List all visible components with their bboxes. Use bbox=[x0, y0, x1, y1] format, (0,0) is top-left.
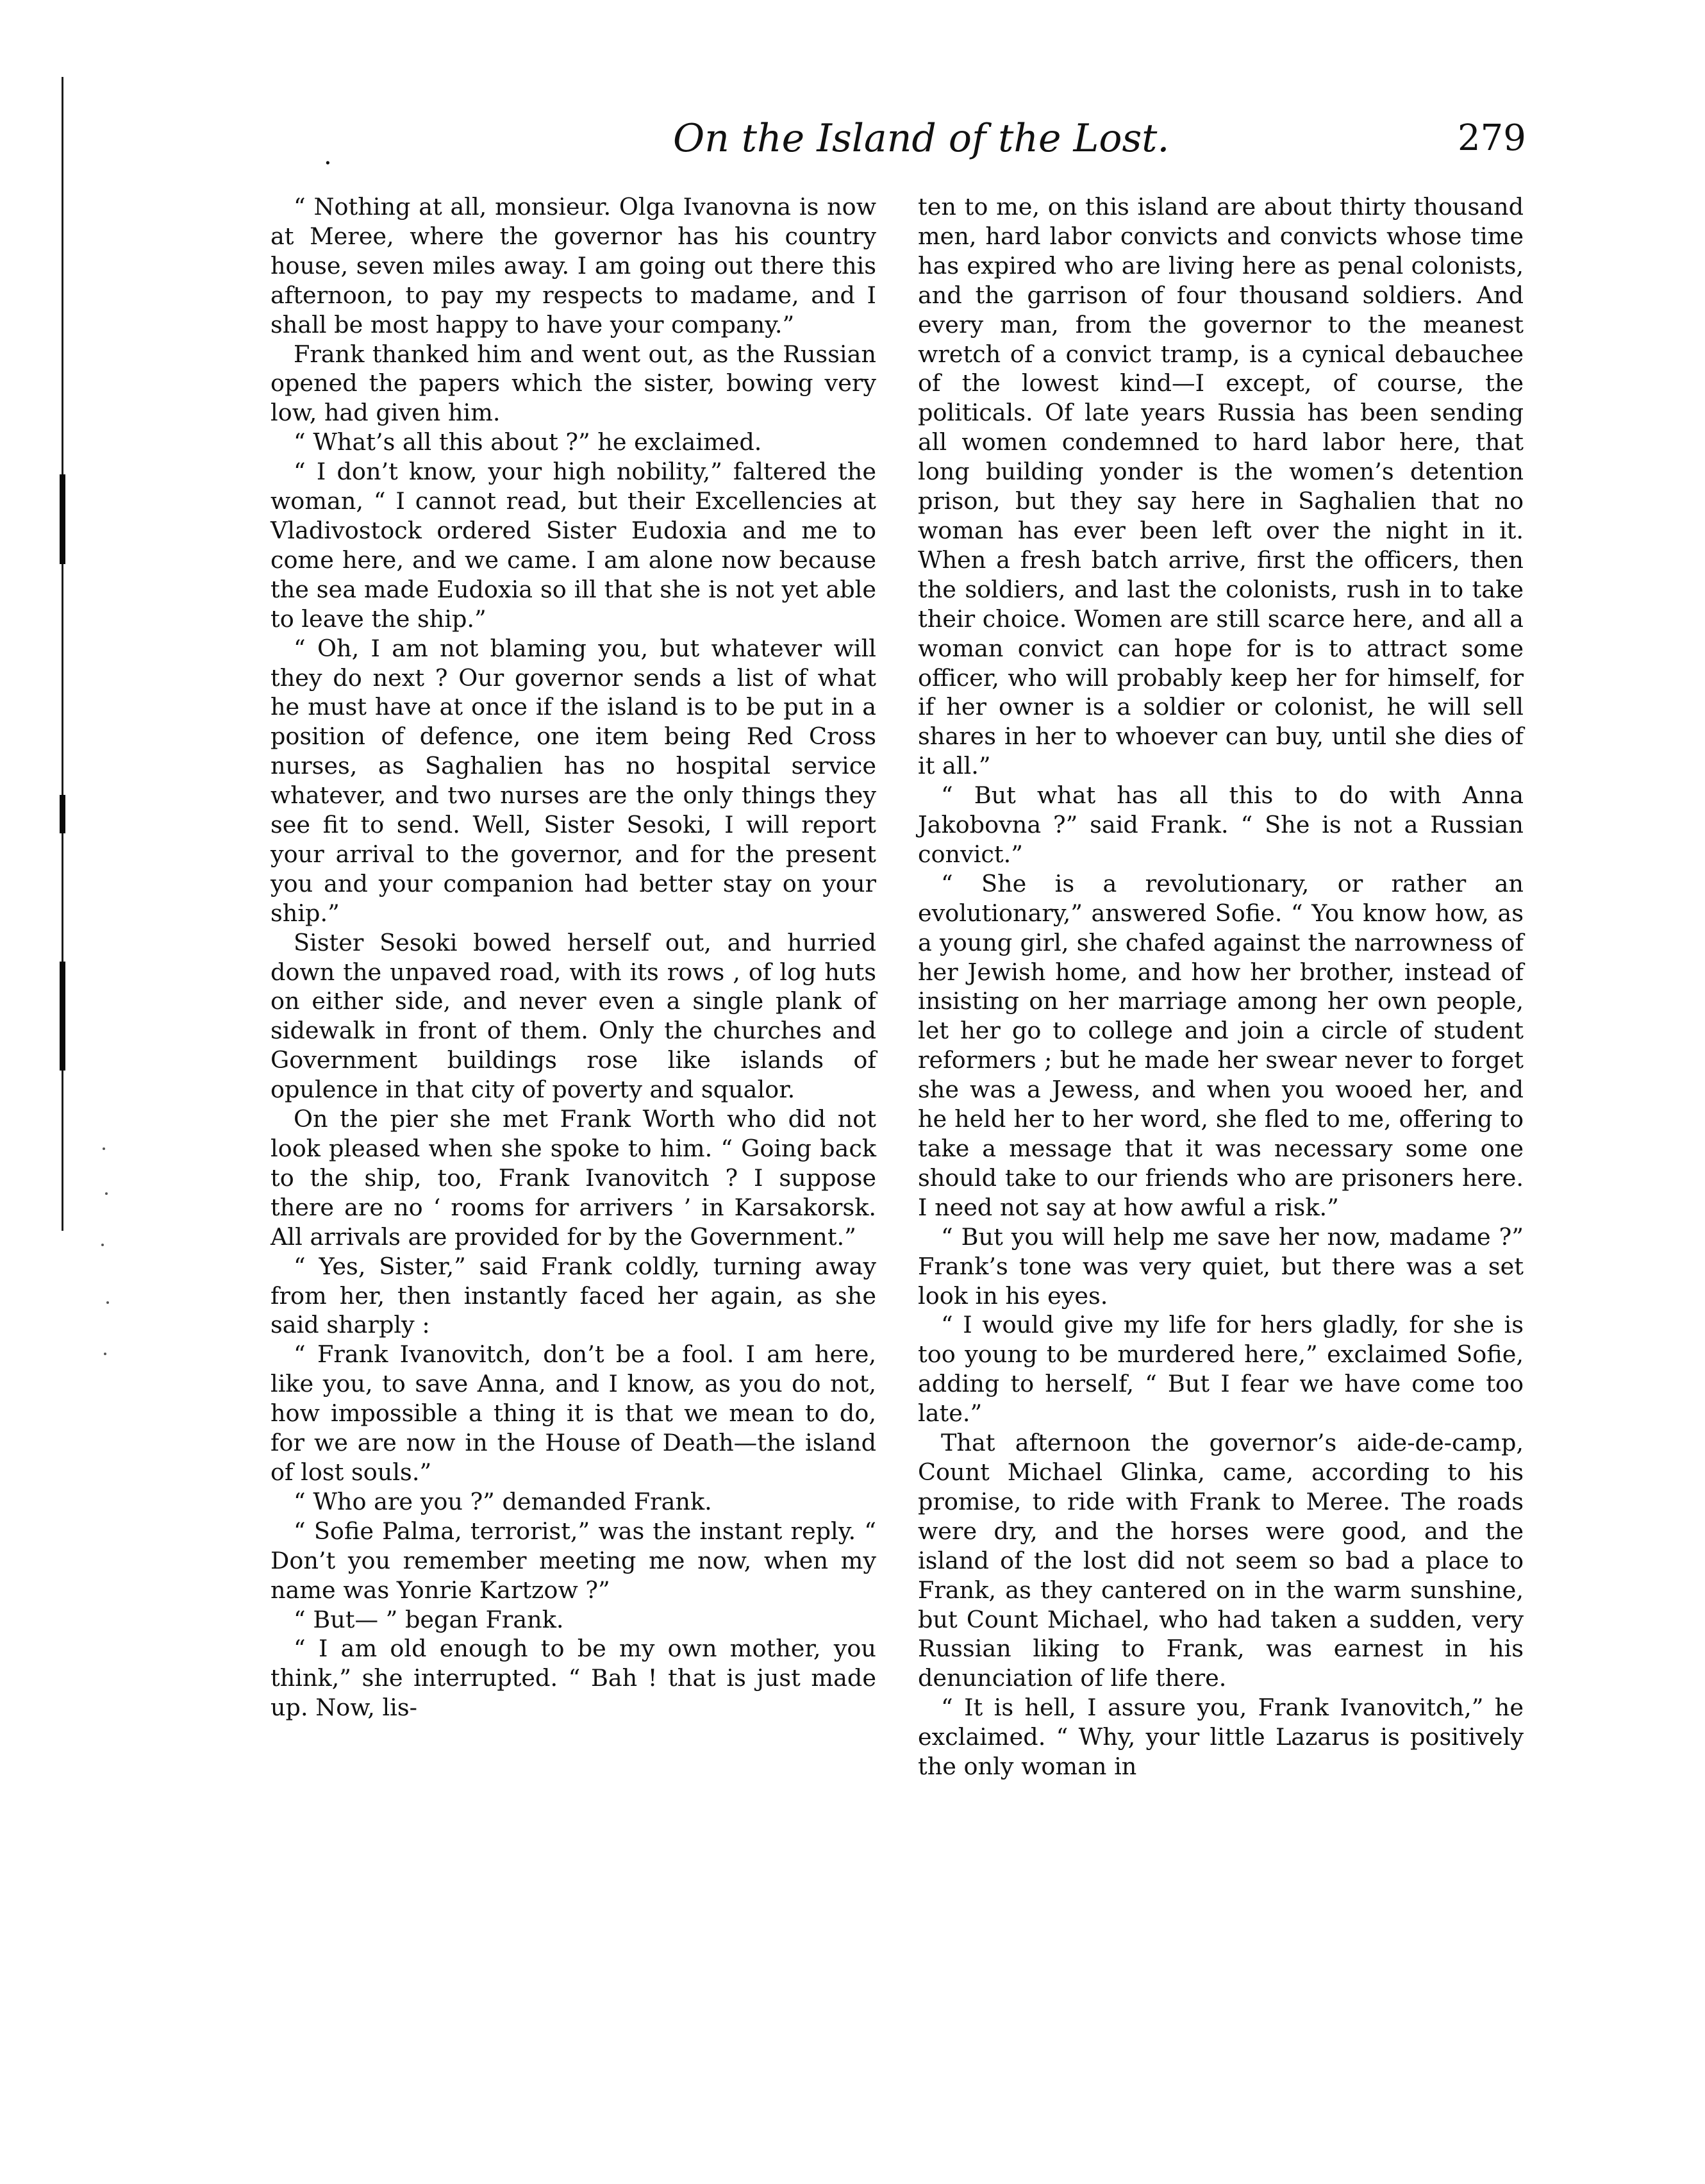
paragraph: “ Frank Ivanovitch, don’t be a fool. I am here, like you, to save Anna, and I know, as you do not, how impossible a thing it is that we mean to do, for we are now in the House of Death—the island of lost souls.” bbox=[270, 1340, 876, 1486]
paragraph: “ She is a revolutionary, or rather an evolutionary,” answered Sofie. “ You know how, as a young girl, she chafed against the narrowness of her Jewish home, and how her brother, instead of insisting on her marriage among her own people, let her go to college and join a circle of student reformers ; but he made her swear never to forget she was a Jewess, and when you wooed her, and he held her to her word, she fled to me, offering to take a message that it was necessary some one should take to our friends who are prisoners here. I need not say at how awful a risk.” bbox=[918, 869, 1524, 1221]
running-title: On the Island of the Lost. bbox=[673, 116, 1170, 161]
header-marker: . bbox=[324, 141, 332, 171]
margin-specks bbox=[96, 1141, 122, 1397]
page-number: 279 bbox=[1458, 117, 1526, 159]
paragraph: Frank thanked him and went out, as the Russian opened the papers which the sister, bowing very low, had given him. bbox=[270, 340, 876, 427]
paragraph: “ What’s all this about ?” he exclaimed. bbox=[294, 428, 762, 456]
left-column bbox=[270, 192, 876, 1722]
paragraph: Sister Sesoki bowed herself out, and hurried down the unpaved road, with its rows , of log huts on either side, and never even a single plank of sidewalk in front of them. Only the churches and Government buildings rose like islands of opulence in that city of poverty and squalor. bbox=[270, 928, 876, 1104]
paragraph: “ It is hell, I assure you, Frank Ivanovitch,” he exclaimed. “ Why, your little Lazarus is positively the only woman in bbox=[918, 1694, 1524, 1781]
paragraph: “ I would give my life for hers gladly, for she is too young to be murdered here,” exclaimed Sofie, adding to herself, “ But I fear we have come too late.” bbox=[918, 1311, 1524, 1428]
paragraph: “ Who are you ?” demanded Frank. bbox=[294, 1487, 712, 1515]
paragraph: “ But what has all this to do with Anna Jakobovna ?” said Frank. “ She is not a Russian convict.” bbox=[918, 781, 1524, 868]
binding-edge bbox=[59, 77, 65, 1231]
running-header bbox=[0, 113, 1705, 171]
paragraph: “ I don’t know, your high nobility,” faltered the woman, “ I cannot read, but their Excellencies at Vladivostock ordered Sister Eudoxia and me to come here, and we came. I am alone now because the sea made Eudoxia so ill that she is not yet able to leave the ship.” bbox=[270, 458, 876, 633]
right-column bbox=[918, 192, 1524, 1781]
paragraph: That afternoon the governor’s aide-de-camp, Count Michael Glinka, came, according to his promise, to ride with Frank to Meree. The roads were dry, and the horses were good, and the island of the lost did not seem so bad a place to Frank, as they cantered on in the warm sunshine, but Count Michael, who had taken a sudden, very Russian liking to Frank, was earnest in his denunciation of life there. bbox=[918, 1429, 1524, 1692]
paragraph: “ Nothing at all, monsieur. Olga Ivanovna is now at Meree, where the governor has his country house, seven miles away. I am going out there this afternoon, to pay my respects to madame, and I shall be most happy to have your company.” bbox=[270, 193, 876, 338]
paragraph: On the pier she met Frank Worth who did not look pleased when she spoke to him. “ Going back to the ship, too, Frank Ivanovitch ? I suppose there are no ‘ rooms for arrivers ’ in Karsakorsk. All arrivals are provided for by the Government.” bbox=[270, 1105, 876, 1251]
paragraph: ten to me, on this island are about thirty thousand men, hard labor convicts and convicts whose time has expired who are living here as penal colonists, and the garrison of four thousand soldiers. And every man, from the governor to the meanest wretch of a convict tramp, is a cynical debauchee of the lowest kind—I except, of course, the politicals. Of late years Russia has been sending all women condemned to hard labor here, that long building yonder is the women’s detention prison, but they say here in Saghalien that no woman has ever been left over the night in it. When a fresh batch arrive, first the officers, then the soldiers, and last the colonists, rush in to take their choice. Women are still scarce here, and all a woman convict can hope for is to attract some officer, who will probably keep her for himself, for if her owner is a soldier or colonist, he will sell shares in her to whoever can buy, until she dies of it all.” bbox=[918, 193, 1524, 780]
paragraph: “ But— ” began Frank. bbox=[294, 1605, 564, 1633]
paragraph: “ But you will help me save her now, madame ?” Frank’s tone was very quiet, but there was a set look in his eyes. bbox=[918, 1222, 1524, 1310]
paragraph: “ Yes, Sister,” said Frank coldly, turning away from her, then instantly faced her again, as she said sharply : bbox=[270, 1252, 876, 1339]
paragraph: “ Oh, I am not blaming you, but whatever will they do next ? Our governor sends a list of what he must have at once if the island is to be put in a position of defence, one item being Red Cross nurses, as Saghalien has no hospital service whatever, and two nurses are the only things they see fit to send. Well, Sister Sesoki, I will report your arrival to the governor, and for the present you and your companion had better stay on your ship.” bbox=[270, 634, 876, 927]
paragraph: “ Sofie Palma, terrorist,” was the instant reply. “ Don’t you remember meeting me now, when my name was Yonrie Kartzow ?” bbox=[270, 1517, 876, 1604]
paragraph: “ I am old enough to be my own mother, you think,” she interrupted. “ Bah ! that is just made up. Now, lis- bbox=[270, 1635, 876, 1722]
